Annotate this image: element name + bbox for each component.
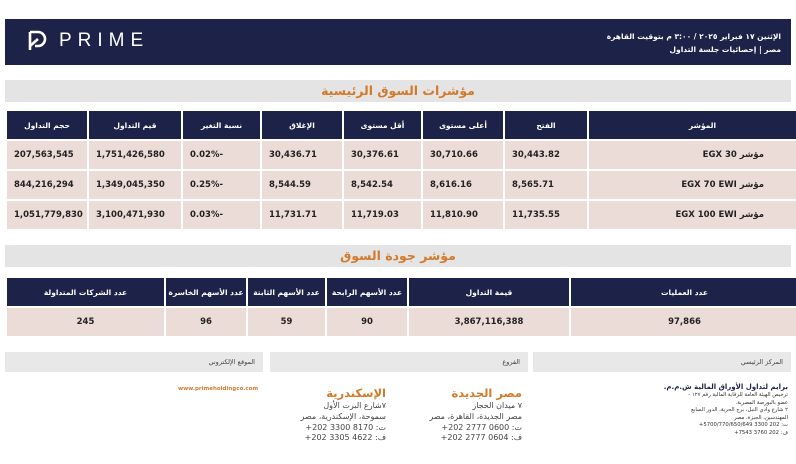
unchanged-count: 59 bbox=[248, 308, 325, 336]
index-volume: 1,051,779,830 bbox=[7, 201, 87, 229]
traded-value: 3,867,116,388 bbox=[409, 308, 569, 336]
index-high: 30,710.66 bbox=[423, 141, 503, 169]
quality-header-row bbox=[7, 278, 796, 306]
session-date: الإثنين ١٧ فبراير ٢٠٢٥ / ٣:٠٠ م بتوقيت القاهرة bbox=[606, 32, 781, 41]
col-low: أقل مستوى bbox=[344, 111, 421, 139]
table-row bbox=[7, 201, 796, 229]
hq-fax: ف: 202 3760 7543+ bbox=[734, 429, 788, 436]
index-change: -0.25% bbox=[183, 171, 260, 199]
branch-fax: ف: 4622 3305 202+ bbox=[304, 433, 386, 443]
index-volume: 844,216,294 bbox=[7, 171, 87, 199]
index-open: 8,565.71 bbox=[505, 171, 587, 199]
index-value: 1,751,426,580 bbox=[89, 141, 181, 169]
col-high: أعلى مستوى bbox=[423, 111, 503, 139]
col-index: المؤشر bbox=[589, 111, 796, 139]
hq-phone: ت: 202 3300 5700/770/650/649+ bbox=[698, 422, 788, 429]
col-open: الفتح bbox=[505, 111, 587, 139]
index-low: 11,719.03 bbox=[344, 201, 421, 229]
branch-title: الإسكندرية bbox=[326, 386, 386, 400]
branch-alexandria bbox=[266, 386, 386, 444]
hq-city: المهندسين، الجيزة، مصر bbox=[734, 414, 788, 421]
col-volume: حجم التداول bbox=[7, 111, 87, 139]
index-close: 11,731.71 bbox=[262, 201, 342, 229]
hq-street: ٢ شارع وادي النيل، برج الحرية، الدور السابع bbox=[691, 407, 788, 414]
col-traded-companies: عدد الشركات المتداولة bbox=[7, 278, 164, 306]
col-change: نسبة التغير bbox=[183, 111, 260, 139]
index-change: -0.03% bbox=[183, 201, 260, 229]
index-open: 30,443.82 bbox=[505, 141, 587, 169]
brand-name: PRIME bbox=[59, 30, 150, 51]
index-value: 3,100,471,930 bbox=[89, 201, 181, 229]
index-low: 8,542.54 bbox=[344, 171, 421, 199]
col-transactions: عدد العمليات bbox=[571, 278, 796, 306]
gainers-count: 90 bbox=[327, 308, 407, 336]
website-link[interactable]: www.primeholdingco.com bbox=[178, 386, 259, 392]
table-row bbox=[7, 171, 796, 199]
col-traded-value: قيمة التداول bbox=[409, 278, 569, 306]
traded-companies-count: 245 bbox=[7, 308, 164, 336]
indices-table bbox=[5, 109, 796, 231]
index-high: 11,810.90 bbox=[423, 201, 503, 229]
index-name: مؤشر EGX 100 EWI bbox=[589, 201, 796, 229]
branch-street: ٧شارع البرت الأول bbox=[323, 401, 386, 410]
website-label: الموقع الإلكتروني bbox=[5, 352, 263, 372]
col-value: قيم التداول bbox=[89, 111, 181, 139]
company-name: برايم لتداول الأوراق المالية ش.م.م. bbox=[663, 383, 788, 391]
report-header bbox=[5, 19, 791, 65]
index-value: 1,349,045,350 bbox=[89, 171, 181, 199]
branch-fax: ف: 0604 2777 202+ bbox=[440, 433, 522, 443]
index-change: -0.02% bbox=[183, 141, 260, 169]
branch-city: سموحة، الإسكندرية، مصر bbox=[300, 411, 386, 421]
quality-section-title: مؤشر جودة السوق bbox=[5, 245, 791, 267]
col-losers: عدد الأسهم الخاسرة bbox=[166, 278, 246, 306]
col-unchanged: عدد الأسهم الثابتة bbox=[248, 278, 325, 306]
hq-license: ترخيص الهيئة العامة للرقابة المالية رقم ١٢٧ - bbox=[688, 392, 788, 398]
branches-label: الفروع bbox=[270, 352, 528, 372]
table-row bbox=[7, 141, 796, 169]
table-row bbox=[7, 308, 796, 336]
transactions-count: 97,866 bbox=[571, 308, 796, 336]
index-close: 8,544.59 bbox=[262, 171, 342, 199]
prime-logo bbox=[27, 30, 149, 52]
index-name: مؤشر EGX 70 EWI bbox=[589, 171, 796, 199]
branch-street: ٧ ميدان الحجاز bbox=[472, 401, 522, 410]
branch-phone: ت: 8170 3300 202+ bbox=[305, 422, 386, 432]
index-low: 30,376.61 bbox=[344, 141, 421, 169]
branch-phone: ت: 0600 2777 202+ bbox=[441, 422, 522, 432]
hq-label: المركز الرئيسي bbox=[533, 352, 791, 372]
session-subtitle: مصر | إحصائيات جلسة التداول bbox=[669, 45, 781, 54]
index-volume: 207,563,545 bbox=[7, 141, 87, 169]
branch-title: مصر الجديدة bbox=[451, 386, 522, 400]
hq-address bbox=[650, 382, 788, 438]
branch-heliopolis bbox=[402, 386, 522, 444]
index-name: مؤشر EGX 30 bbox=[589, 141, 796, 169]
hq-membership: عضو بالبورصة المصرية. bbox=[735, 399, 788, 406]
prime-logo-icon bbox=[27, 30, 47, 52]
index-high: 8,616.16 bbox=[423, 171, 503, 199]
indices-section-title: مؤشرات السوق الرئيسية bbox=[5, 80, 791, 102]
index-close: 30,436.71 bbox=[262, 141, 342, 169]
col-close: الإغلاق bbox=[262, 111, 342, 139]
index-open: 11,735.55 bbox=[505, 201, 587, 229]
losers-count: 96 bbox=[166, 308, 246, 336]
indices-header-row bbox=[7, 111, 796, 139]
col-gainers: عدد الأسهم الرابحة bbox=[327, 278, 407, 306]
branch-city: مصر الجديدة، القاهرة، مصر bbox=[429, 411, 522, 421]
quality-table bbox=[5, 276, 796, 338]
session-info bbox=[607, 30, 781, 56]
